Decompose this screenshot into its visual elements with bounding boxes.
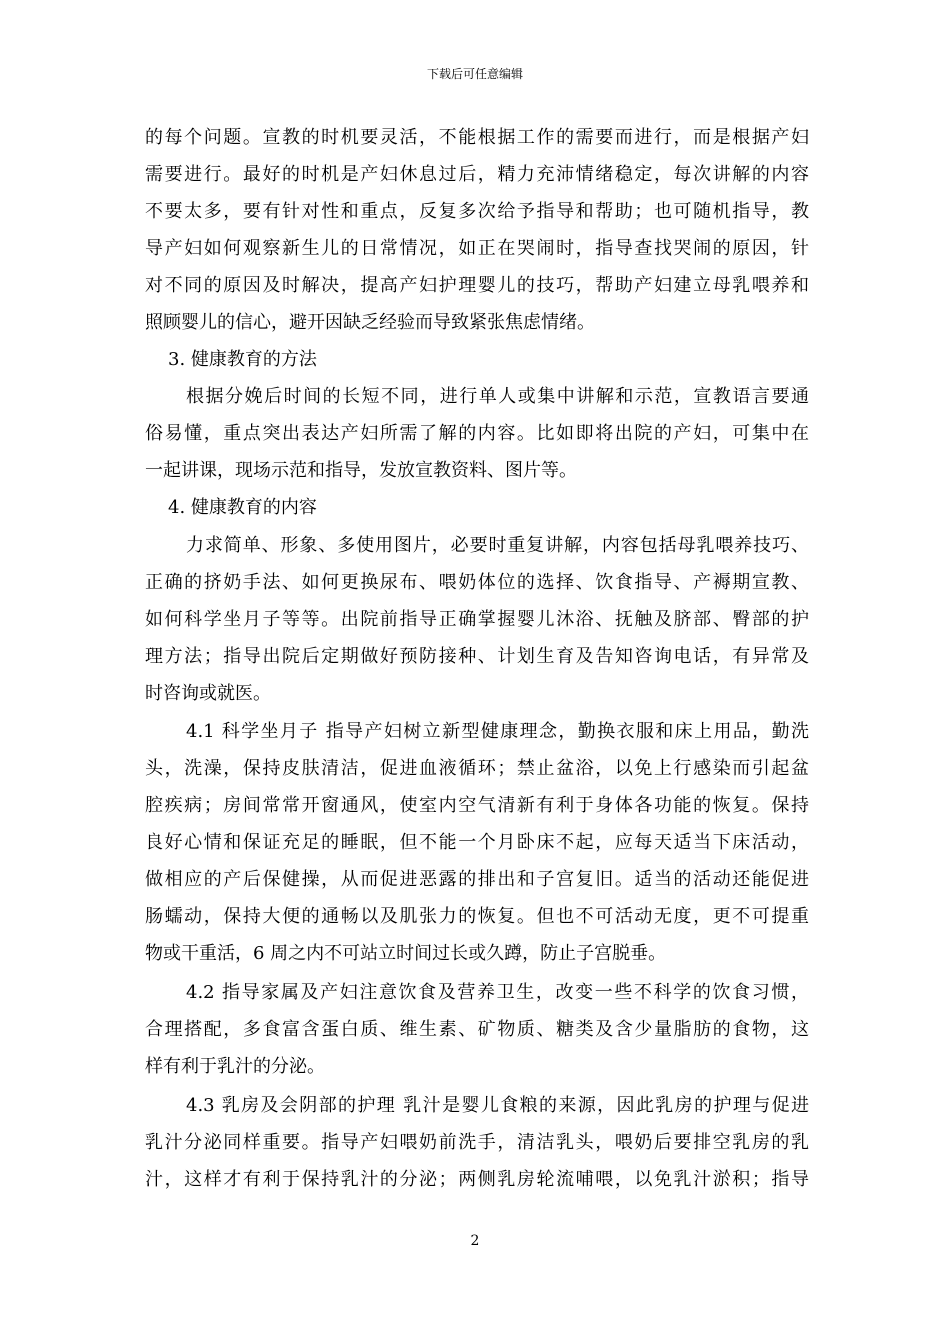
text-line: 良好心情和保证充足的睡眠，但不能一个月卧床不起，应每天适当下床活动， (145, 832, 809, 853)
text-line: 根据分娩后时间的长短不同，进行单人或集中讲解和示范，宣教语言要通 (186, 386, 809, 407)
text-line: 肠蠕动，保持大便的通畅以及肌张力的恢复。但也不可活动无度，更不可提重 (145, 906, 809, 927)
text-line: 样有利于乳汁的分泌。 (145, 1056, 325, 1077)
text-line: 4.1 科学坐月子 指导产妇树立新型健康理念，勤换衣服和床上用品，勤洗 (186, 721, 809, 742)
text-line: 力求简单、形象、多使用图片，必要时重复讲解，内容包括母乳喂养技巧、 (186, 535, 809, 556)
text-line: 正确的挤奶手法、如何更换尿布、喂奶体位的选择、饮食指导、产褥期宣教、 (145, 572, 809, 593)
text-line: 合理搭配，多食富含蛋白质、维生素、矿物质、糖类及含少量脂肪的食物，这 (145, 1019, 809, 1040)
text-line: 乳汁分泌同样重要。指导产妇喂奶前洗手，清洁乳头，喂奶后要排空乳房的乳 (145, 1132, 809, 1153)
text-line: 时咨询或就医。 (145, 683, 271, 704)
text-line: 理方法；指导出院后定期做好预防接种、计划生育及告知咨询电话，有异常及 (145, 646, 809, 667)
text-line: 一起讲课，现场示范和指导，发放宣教资料、图片等。 (145, 460, 577, 481)
text-line: 做相应的产后保健操，从而促进恶露的排出和子宫复旧。适当的活动还能促进 (145, 869, 809, 890)
text-line: 4.2 指导家属及产妇注意饮食及营养卫生，改变一些不科学的饮食习惯， (186, 982, 809, 1003)
text-line: 的每个问题。宣教的时机要灵活，不能根据工作的需要而进行，而是根据产妇 (145, 127, 809, 148)
page-number: 2 (470, 1233, 480, 1249)
text-line: 4.3 乳房及会阴部的护理 乳汁是婴儿食粮的来源，因此乳房的护理与促进 (186, 1095, 809, 1116)
section-heading: 3. 健康教育的方法 (168, 349, 317, 370)
text-line: 导产妇如何观察新生儿的日常情况，如正在哭闹时，指导查找哭闹的原因，针 (145, 238, 809, 259)
text-line: 汁，这样才有利于保持乳汁的分泌；两侧乳房轮流哺喂，以免乳汁淤积；指导 (145, 1169, 809, 1190)
text-line: 俗易懂，重点突出表达产妇所需了解的内容。比如即将出院的产妇，可集中在 (145, 423, 809, 444)
text-line: 物或干重活，6 周之内不可站立时间过长或久蹲，防止子宫脱垂。 (145, 943, 667, 964)
section-heading: 4. 健康教育的内容 (168, 497, 317, 518)
text-line: 需要进行。最好的时机是产妇休息过后，精力充沛情绪稳定，每次讲解的内容 (145, 164, 809, 185)
text-line: 不要太多，要有针对性和重点，反复多次给予指导和帮助；也可随机指导，教 (145, 201, 809, 222)
text-line: 照顾婴儿的信心，避开因缺乏经验而导致紧张焦虑情绪。 (145, 312, 595, 333)
text-line: 如何科学坐月子等等。出院前指导正确掌握婴儿沐浴、抚触及脐部、臀部的护 (145, 609, 809, 630)
text-line: 对不同的原因及时解决，提高产妇护理婴儿的技巧，帮助产妇建立母乳喂养和 (145, 275, 809, 296)
text-line: 头，洗澡，保持皮肤清洁，促进血液循环；禁止盆浴，以免上行感染而引起盆 (145, 758, 809, 779)
page-header: 下载后可任意编辑 (426, 67, 523, 81)
text-line: 腔疾病；房间常常开窗通风，使室内空气清新有利于身体各功能的恢复。保持 (145, 795, 809, 816)
